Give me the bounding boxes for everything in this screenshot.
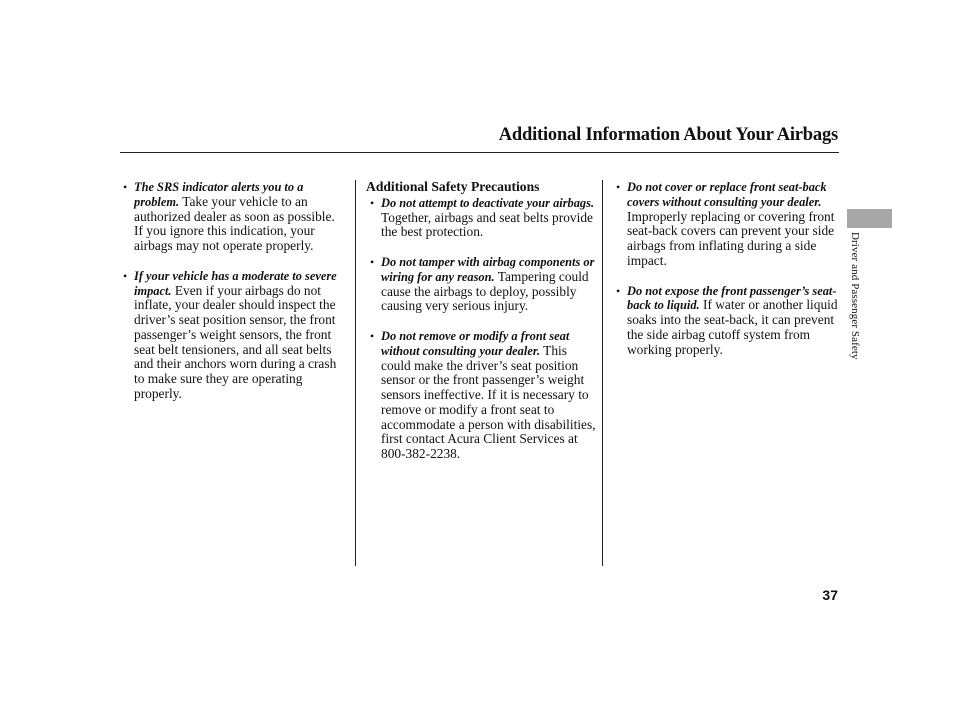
column-divider — [602, 180, 603, 566]
left-column — [123, 180, 345, 417]
list-item — [370, 196, 596, 240]
item-lead: Do not attempt to deactivate your airbags. — [381, 195, 595, 210]
list-item — [370, 329, 596, 462]
page-title: Additional Information About Your Airbags — [498, 125, 838, 145]
section-tab-label: Driver and Passenger Safety — [849, 232, 861, 360]
item-lead: The SRS indicator alerts you to a problem. — [134, 180, 304, 209]
bullet-icon: • — [616, 283, 621, 298]
item-lead: Do not expose the front passenger’s seat-back to liquid. — [627, 283, 837, 313]
right-column — [616, 180, 842, 372]
item-text: Improperly replacing or covering front seat-back covers can prevent your side airbags from inflating during a side impact. — [627, 208, 835, 268]
bullet-icon: • — [370, 255, 375, 269]
item-text: If water or another liquid soaks into the seat-back, it can prevent the side airbag cutoff system from working properly. — [627, 297, 838, 357]
item-lead: If your vehicle has a moderate to severe impact. — [134, 268, 337, 298]
item-text: Take your vehicle to an authorized dealer as soon as possible. If you ignore this indication, your airbags may not operate properly. — [134, 193, 335, 253]
column-divider — [355, 180, 356, 566]
item-lead: Do not cover or replace front seat-back covers without consulting your dealer. — [627, 180, 827, 209]
header-rule — [120, 152, 839, 153]
page-number: 37 — [822, 587, 838, 603]
item-lead: Do not tamper with airbag components or wiring for any reason. — [381, 255, 595, 284]
list-item — [123, 180, 345, 254]
list-item — [370, 255, 596, 314]
item-text: Even if your airbags do not inflate, your dealer should inspect the driver’s seat position sensor, the front passenger’s weight sensors, the front seat belt tensioners, and all seat belts and their anchors worn during a crash to make sure they are operating properly. — [134, 282, 337, 401]
bullet-icon: • — [370, 195, 375, 210]
item-lead: Do not remove or modify a front seat without consulting your dealer. — [381, 329, 570, 358]
bullet-icon: • — [123, 268, 128, 283]
list-item — [616, 180, 842, 269]
section-heading: Additional Safety Precautions — [366, 179, 540, 194]
section-tab-marker — [847, 209, 892, 228]
middle-column — [366, 180, 596, 477]
item-text: This could make the driver’s seat position sensor or the front passenger’s weight sensors ineffective. If it is necessary to remove or modify a front seat to accommodate a person with disabilities, first contact Acura Client Services at 800-382-2238. — [381, 342, 596, 461]
list-item — [616, 284, 842, 358]
bullet-icon: • — [370, 329, 375, 343]
bullet-icon: • — [616, 180, 621, 194]
item-text: Together, airbags and seat belts provide the best protection. — [381, 209, 593, 240]
item-text: Tampering could cause the airbags to deploy, possibly causing very serious injury. — [381, 268, 589, 314]
list-item — [123, 269, 345, 402]
bullet-icon: • — [123, 180, 128, 194]
